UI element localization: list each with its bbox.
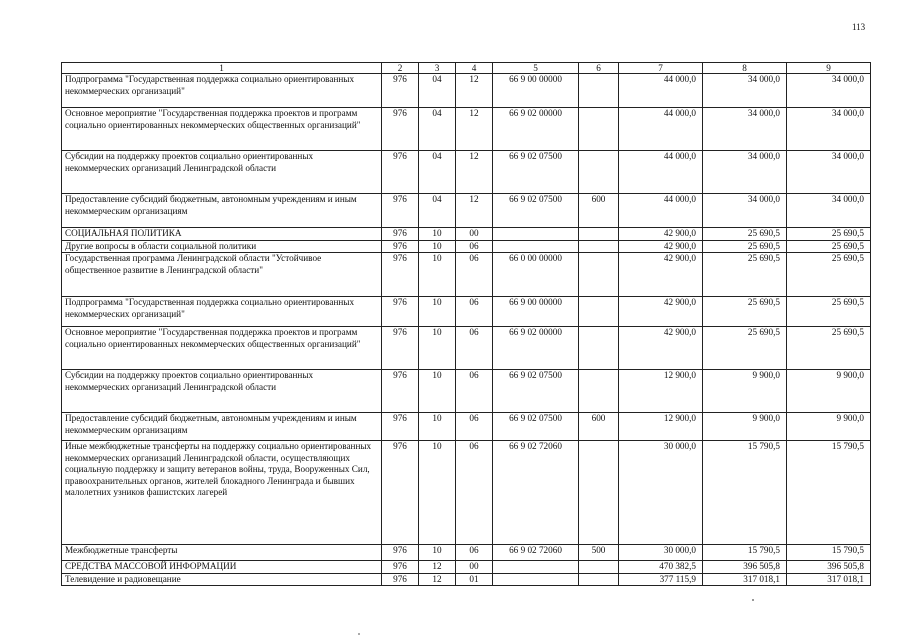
row-sum-cell: 44 000,0	[619, 194, 703, 228]
row-csr-cell: 66 0 00 00000	[493, 253, 579, 297]
table-row	[62, 573, 871, 586]
row-rz-cell: 10	[419, 327, 456, 370]
row-pr-cell: 12	[456, 151, 493, 194]
row-sum-cell: 44 000,0	[619, 151, 703, 194]
row-gr-cell: 976	[382, 108, 419, 151]
row-csr-cell: 66 9 02 07500	[493, 413, 579, 441]
row-gr-cell: 976	[382, 545, 419, 561]
row-csr-cell: 66 9 02 72060	[493, 441, 579, 545]
row-sum3-cell: 34 000,0	[787, 151, 871, 194]
row-csr-cell: 66 9 02 00000	[493, 327, 579, 370]
row-sum2-cell: 9 900,0	[703, 370, 787, 413]
header-cell: 2	[382, 63, 419, 74]
row-rz-cell: 04	[419, 151, 456, 194]
row-vr-cell	[579, 441, 619, 545]
row-gr-cell: 976	[382, 573, 419, 586]
row-name-cell: Подпрограмма "Государственная поддержка социально ориентированных некоммерческих организаций"	[62, 297, 382, 327]
table-row	[62, 151, 871, 194]
row-gr-cell: 976	[382, 297, 419, 327]
row-name-cell: Основное мероприятие "Государственная поддержка проектов и программ социально ориентированных некоммерческих общественных организаций"	[62, 327, 382, 370]
row-name-cell: Другие вопросы в области социальной политики	[62, 240, 382, 253]
row-name-cell: СОЦИАЛЬНАЯ ПОЛИТИКА	[62, 228, 382, 241]
row-sum-cell: 42 900,0	[619, 327, 703, 370]
row-name-cell: Основное мероприятие "Государственная поддержка проектов и программ социально ориентированных некоммерческих общественных организаций"	[62, 108, 382, 151]
row-rz-cell: 10	[419, 413, 456, 441]
row-rz-cell: 10	[419, 297, 456, 327]
row-gr-cell: 976	[382, 74, 419, 108]
row-pr-cell: 06	[456, 370, 493, 413]
table-row	[62, 370, 871, 413]
row-sum2-cell: 317 018,1	[703, 573, 787, 586]
scan-speck	[358, 633, 360, 635]
row-gr-cell: 976	[382, 561, 419, 574]
row-sum2-cell: 396 505,8	[703, 561, 787, 574]
row-sum3-cell: 25 690,5	[787, 327, 871, 370]
row-sum2-cell: 9 900,0	[703, 413, 787, 441]
row-gr-cell: 976	[382, 194, 419, 228]
row-sum3-cell: 25 690,5	[787, 228, 871, 241]
row-sum3-cell: 9 900,0	[787, 370, 871, 413]
row-vr-cell	[579, 327, 619, 370]
row-vr-cell	[579, 74, 619, 108]
row-sum2-cell: 25 690,5	[703, 327, 787, 370]
row-gr-cell: 976	[382, 370, 419, 413]
row-gr-cell: 976	[382, 240, 419, 253]
row-vr-cell	[579, 297, 619, 327]
row-sum3-cell: 25 690,5	[787, 253, 871, 297]
row-rz-cell: 10	[419, 228, 456, 241]
row-pr-cell: 06	[456, 327, 493, 370]
row-sum2-cell: 15 790,5	[703, 545, 787, 561]
header-cell: 6	[579, 63, 619, 74]
row-rz-cell: 04	[419, 74, 456, 108]
table-row	[62, 327, 871, 370]
table-row	[62, 108, 871, 151]
row-csr-cell	[493, 561, 579, 574]
row-pr-cell: 06	[456, 545, 493, 561]
header-cell: 3	[419, 63, 456, 74]
row-name-cell: Телевидение и радиовещание	[62, 573, 382, 586]
row-sum-cell: 42 900,0	[619, 297, 703, 327]
row-pr-cell: 12	[456, 194, 493, 228]
row-csr-cell: 66 9 00 00000	[493, 297, 579, 327]
row-name-cell: Предоставление субсидий бюджетным, автономным учреждениям и иным некоммерческим организациям	[62, 194, 382, 228]
row-vr-cell	[579, 253, 619, 297]
row-sum2-cell: 25 690,5	[703, 240, 787, 253]
row-gr-cell: 976	[382, 327, 419, 370]
row-pr-cell: 06	[456, 253, 493, 297]
row-sum-cell: 42 900,0	[619, 228, 703, 241]
row-sum-cell: 377 115,9	[619, 573, 703, 586]
row-sum3-cell: 25 690,5	[787, 240, 871, 253]
row-name-cell: Предоставление субсидий бюджетным, автономным учреждениям и иным некоммерческим организациям	[62, 413, 382, 441]
table-row	[62, 545, 871, 561]
table-row	[62, 194, 871, 228]
row-pr-cell: 12	[456, 74, 493, 108]
header-cell: 8	[703, 63, 787, 74]
row-sum2-cell: 34 000,0	[703, 151, 787, 194]
row-sum3-cell: 34 000,0	[787, 194, 871, 228]
row-sum2-cell: 34 000,0	[703, 74, 787, 108]
row-rz-cell: 04	[419, 108, 456, 151]
row-vr-cell	[579, 561, 619, 574]
row-csr-cell: 66 9 02 00000	[493, 108, 579, 151]
header-cell: 1	[62, 63, 382, 74]
row-name-cell: Межбюджетные трансферты	[62, 545, 382, 561]
row-name-cell: Иные межбюджетные трансферты на поддержку социально ориентированных некоммерческих организаций Ленинградской области, осуществляющих социальную поддержку и защиту ветеранов войны, труда, Вооруженных Сил, правоохранительных органов, жителей блокадного Ленинграда и бывших малолетних узников фашистских лагерей	[62, 441, 382, 545]
scan-speck	[752, 599, 754, 601]
row-rz-cell: 12	[419, 561, 456, 574]
row-rz-cell: 12	[419, 573, 456, 586]
row-sum2-cell: 34 000,0	[703, 108, 787, 151]
row-sum-cell: 12 900,0	[619, 370, 703, 413]
row-vr-cell: 600	[579, 194, 619, 228]
row-pr-cell: 00	[456, 561, 493, 574]
row-vr-cell	[579, 370, 619, 413]
row-csr-cell	[493, 240, 579, 253]
row-sum3-cell: 15 790,5	[787, 441, 871, 545]
row-vr-cell	[579, 228, 619, 241]
row-sum3-cell: 34 000,0	[787, 108, 871, 151]
row-name-cell: Подпрограмма "Государственная поддержка социально ориентированных некоммерческих организаций"	[62, 74, 382, 108]
row-csr-cell	[493, 228, 579, 241]
row-name-cell: Субсидии на поддержку проектов социально ориентированных некоммерческих организаций Ленинградской области	[62, 151, 382, 194]
row-gr-cell: 976	[382, 151, 419, 194]
row-gr-cell: 976	[382, 441, 419, 545]
table-row	[62, 297, 871, 327]
row-sum3-cell: 15 790,5	[787, 545, 871, 561]
row-vr-cell: 600	[579, 413, 619, 441]
row-sum-cell: 30 000,0	[619, 545, 703, 561]
row-sum-cell: 12 900,0	[619, 413, 703, 441]
row-pr-cell: 06	[456, 240, 493, 253]
row-rz-cell: 10	[419, 370, 456, 413]
row-sum-cell: 30 000,0	[619, 441, 703, 545]
page-number: 113	[852, 22, 866, 32]
row-csr-cell: 66 9 02 07500	[493, 151, 579, 194]
row-sum3-cell: 396 505,8	[787, 561, 871, 574]
row-sum2-cell: 25 690,5	[703, 297, 787, 327]
row-sum3-cell: 9 900,0	[787, 413, 871, 441]
budget-table	[61, 62, 871, 586]
row-sum3-cell: 317 018,1	[787, 573, 871, 586]
row-vr-cell: 500	[579, 545, 619, 561]
row-sum2-cell: 34 000,0	[703, 194, 787, 228]
row-name-cell: Государственная программа Ленинградской области "Устойчивое общественное развитие в Ленинградской области"	[62, 253, 382, 297]
row-csr-cell: 66 9 02 07500	[493, 370, 579, 413]
row-vr-cell	[579, 108, 619, 151]
row-pr-cell: 12	[456, 108, 493, 151]
row-sum-cell: 42 900,0	[619, 253, 703, 297]
row-vr-cell	[579, 151, 619, 194]
row-pr-cell: 06	[456, 441, 493, 545]
row-gr-cell: 976	[382, 228, 419, 241]
table-row	[62, 240, 871, 253]
row-sum-cell: 44 000,0	[619, 108, 703, 151]
row-csr-cell: 66 9 02 07500	[493, 194, 579, 228]
row-csr-cell: 66 9 02 72060	[493, 545, 579, 561]
header-cell: 9	[787, 63, 871, 74]
row-rz-cell: 10	[419, 253, 456, 297]
table-row	[62, 253, 871, 297]
row-sum-cell: 42 900,0	[619, 240, 703, 253]
table-row	[62, 74, 871, 108]
row-csr-cell: 66 9 00 00000	[493, 74, 579, 108]
table-row	[62, 413, 871, 441]
row-sum-cell: 470 382,5	[619, 561, 703, 574]
row-gr-cell: 976	[382, 253, 419, 297]
row-sum2-cell: 25 690,5	[703, 228, 787, 241]
row-rz-cell: 10	[419, 240, 456, 253]
table-header-row	[62, 63, 871, 74]
row-pr-cell: 01	[456, 573, 493, 586]
header-cell: 5	[493, 63, 579, 74]
row-sum-cell: 44 000,0	[619, 74, 703, 108]
row-gr-cell: 976	[382, 413, 419, 441]
table-row	[62, 441, 871, 545]
table-row	[62, 228, 871, 241]
row-sum3-cell: 34 000,0	[787, 74, 871, 108]
row-rz-cell: 10	[419, 441, 456, 545]
header-cell: 4	[456, 63, 493, 74]
row-name-cell: Субсидии на поддержку проектов социально ориентированных некоммерческих организаций Ленинградской области	[62, 370, 382, 413]
row-sum2-cell: 25 690,5	[703, 253, 787, 297]
table-row	[62, 561, 871, 574]
row-csr-cell	[493, 573, 579, 586]
row-sum3-cell: 25 690,5	[787, 297, 871, 327]
row-vr-cell	[579, 573, 619, 586]
row-vr-cell	[579, 240, 619, 253]
row-rz-cell: 04	[419, 194, 456, 228]
row-name-cell: СРЕДСТВА МАССОВОЙ ИНФОРМАЦИИ	[62, 561, 382, 574]
row-pr-cell: 06	[456, 413, 493, 441]
row-pr-cell: 06	[456, 297, 493, 327]
header-cell: 7	[619, 63, 703, 74]
row-rz-cell: 10	[419, 545, 456, 561]
row-pr-cell: 00	[456, 228, 493, 241]
row-sum2-cell: 15 790,5	[703, 441, 787, 545]
